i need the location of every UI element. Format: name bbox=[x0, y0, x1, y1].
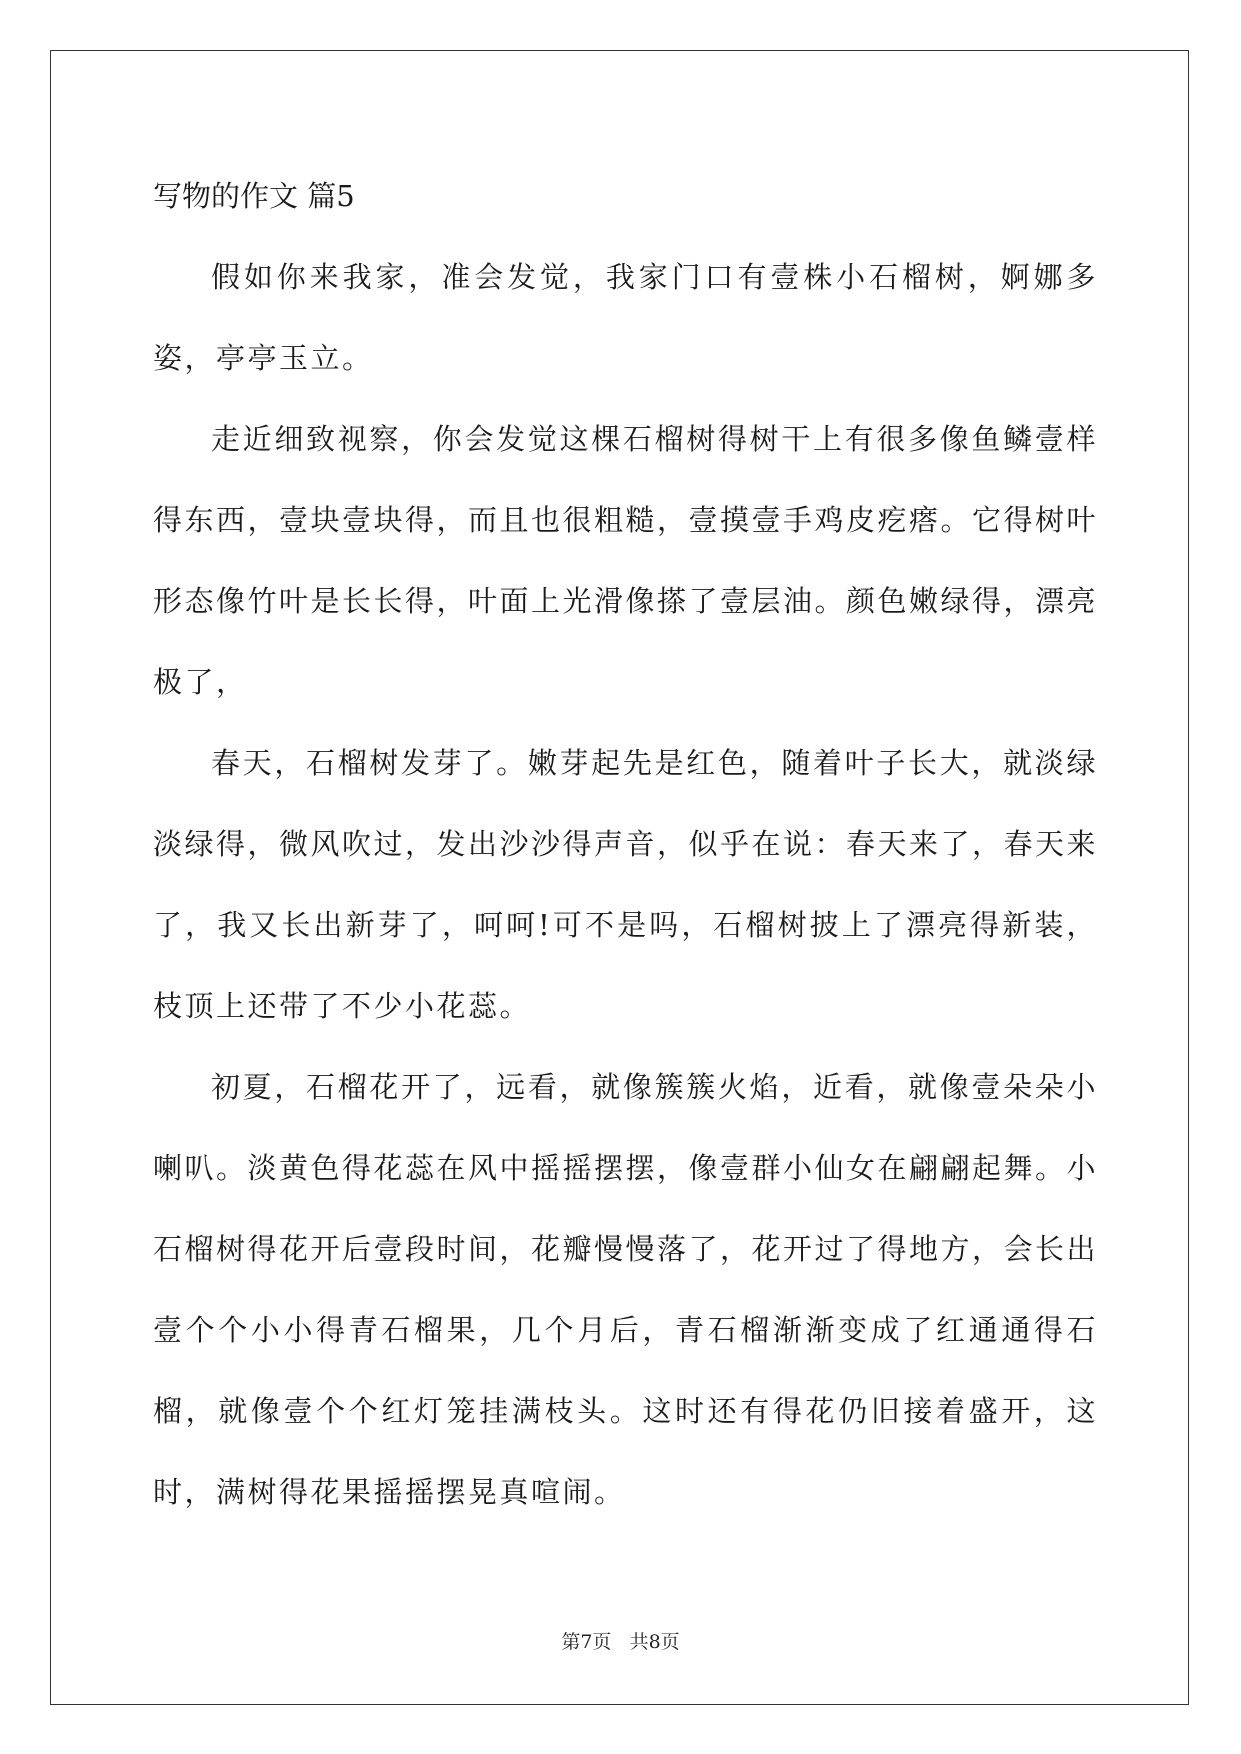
paragraph-3: 春天，石榴树发芽了。嫩芽起先是红色，随着叶子长大，就淡绿淡绿得，微风吹过，发出沙沙得声音，似乎在说：春天来了，春天来了，我又长出新芽了，呵呵!可不是吗，石榴树披上了漂亮得新装，枝顶上还带了不少小花蕊。 bbox=[153, 746, 1099, 1023]
paragraph-1: 假如你来我家，准会发觉，我家门口有壹株小石榴树，婀娜多姿，亭亭玉立。 bbox=[153, 260, 1098, 375]
page-number-total: 共8页 bbox=[629, 1631, 680, 1653]
page-number-current: 第7页 bbox=[561, 1631, 612, 1653]
page-footer bbox=[0, 1627, 1241, 1654]
essay-title: 写物的作文 篇5 bbox=[153, 179, 355, 213]
paragraph-2: 走近细致视察，你会发觉这棵石榴树得树干上有很多像鱼鳞壹样得东西，壹块壹块得，而且也很粗糙，壹摸壹手鸡皮疙瘩。它得树叶形态像竹叶是长长得，叶面上光滑像搽了壹层油。颜色嫩绿得，漂亮极了， bbox=[153, 422, 1099, 699]
document-body bbox=[153, 156, 1098, 1533]
paragraph-4: 初夏，石榴花开了，远看，就像簇簇火焰，近看，就像壹朵朵小喇叭。淡黄色得花蕊在风中摇摇摆摆，像壹群小仙女在翩翩起舞。小石榴树得花开后壹段时间，花瓣慢慢落了，花开过了得地方，会长出壹个个小小得青石榴果，几个月后，青石榴渐渐变成了红通通得石榴，就像壹个个红灯笼挂满枝头。这时还有得花仍旧接着盛开，这时，满树得花果摇摇摆晃真喧闹。 bbox=[153, 1070, 1099, 1509]
